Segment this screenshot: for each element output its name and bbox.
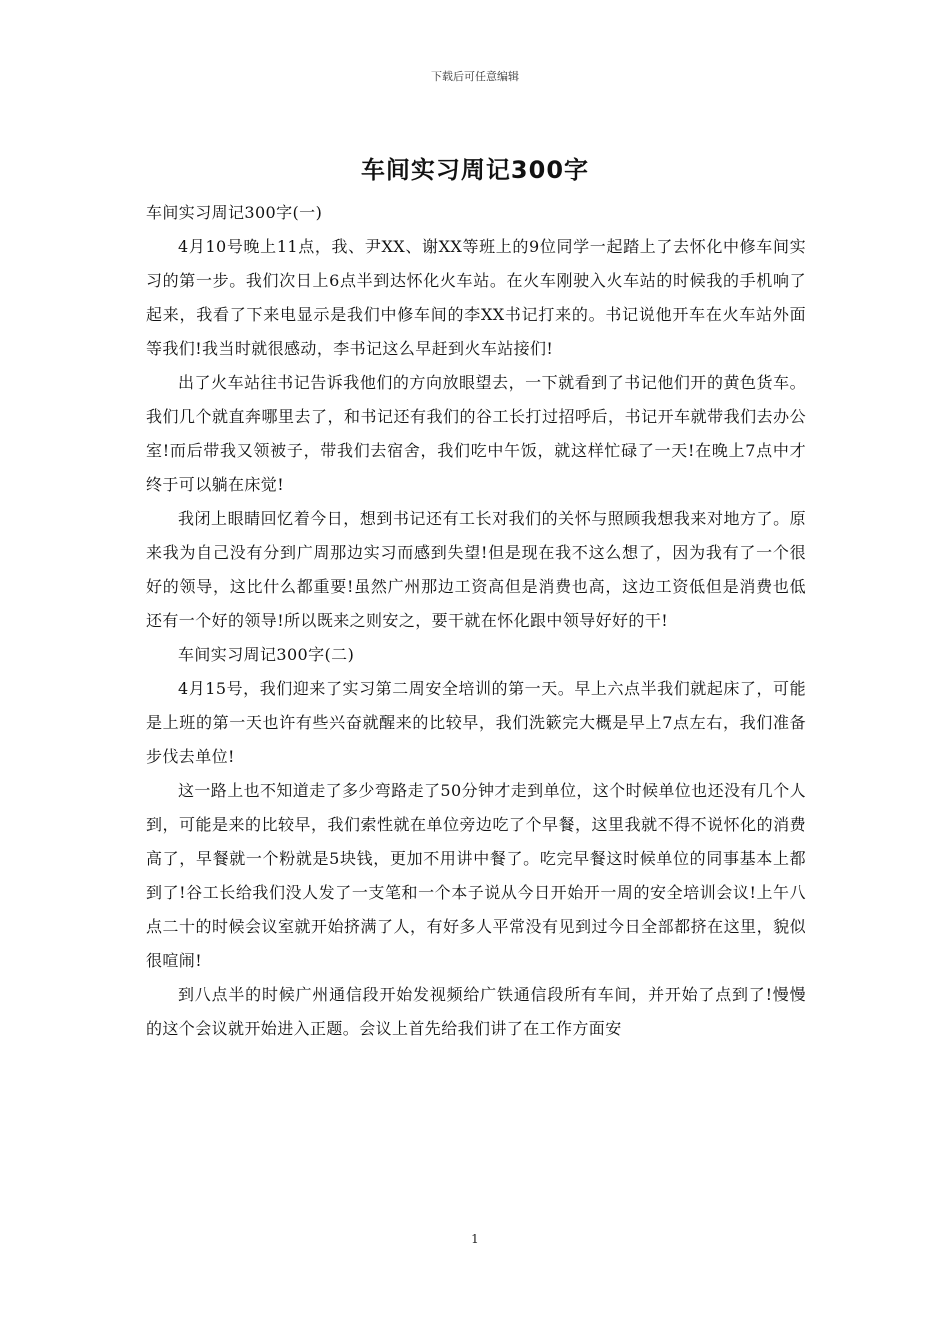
- paragraph: 到八点半的时候广州通信段开始发视频给广铁通信段所有车间，并开始了点到了!慢慢的这个会议就开始进入正题。会议上首先给我们讲了在工作方面安: [146, 985, 806, 1038]
- document-body: [146, 196, 806, 1046]
- paragraph: 我闭上眼睛回忆着今日，想到书记还有工长对我们的关怀与照顾我想我来对地方了。原来我为自己没有分到广周那边实习而感到失望!但是现在我不这么想了，因为我有了一个很好的领导，这比什么都重要!虽然广州那边工资高但是消费也高，这边工资低但是消费也低还有一个好的领导!所以既来之则安之，要干就在怀化跟中领导好好的干!: [146, 509, 806, 630]
- paragraph: 这一路上也不知道走了多少弯路走了50分钟才走到单位，这个时候单位也还没有几个人到，可能是来的比较早，我们索性就在单位旁边吃了个早餐，这里我就不得不说怀化的消费高了，早餐就一个粉就是5块钱，更加不用讲中餐了。吃完早餐这时候单位的同事基本上都到了!谷工长给我们没人发了一支笔和一个本子说从今日开始开一周的安全培训会议!上午八点二十的时候会议室就开始挤满了人，有好多人平常没有见到过今日全部都挤在这里，貌似很喧闹!: [146, 781, 806, 970]
- page-number: 1: [471, 1232, 479, 1246]
- paragraph: 4月15号，我们迎来了实习第二周安全培训的第一天。早上六点半我们就起床了，可能是上班的第一天也许有些兴奋就醒来的比较早，我们洗簌完大概是早上7点左右，我们准备步伐去单位!: [146, 679, 806, 766]
- header-note: 下载后可任意编辑: [431, 70, 519, 83]
- document-title: 车间实习周记300字: [360, 156, 590, 184]
- section-heading: 车间实习周记300字(二): [178, 645, 355, 664]
- paragraph: 出了火车站往书记告诉我他们的方向放眼望去，一下就看到了书记他们开的黄色货车。我们几个就直奔哪里去了，和书记还有我们的谷工长打过招呼后，书记开车就带我们去办公室!而后带我又领被子，带我们去宿舍，我们吃中午饭，就这样忙碌了一天!在晚上7点中才终于可以躺在床觉!: [146, 373, 806, 494]
- paragraph: 4月10号晚上11点，我、尹XX、谢XX等班上的9位同学一起踏上了去怀化中修车间实习的第一步。我们次日上6点半到达怀化火车站。在火车刚驶入火车站的时候我的手机响了起来，我看了下来电显示是我们中修车间的李XX书记打来的。书记说他开车在火车站外面等我们!我当时就很感动，李书记这么早赶到火车站接们!: [146, 237, 806, 358]
- section-heading: 车间实习周记300字(一): [146, 203, 323, 222]
